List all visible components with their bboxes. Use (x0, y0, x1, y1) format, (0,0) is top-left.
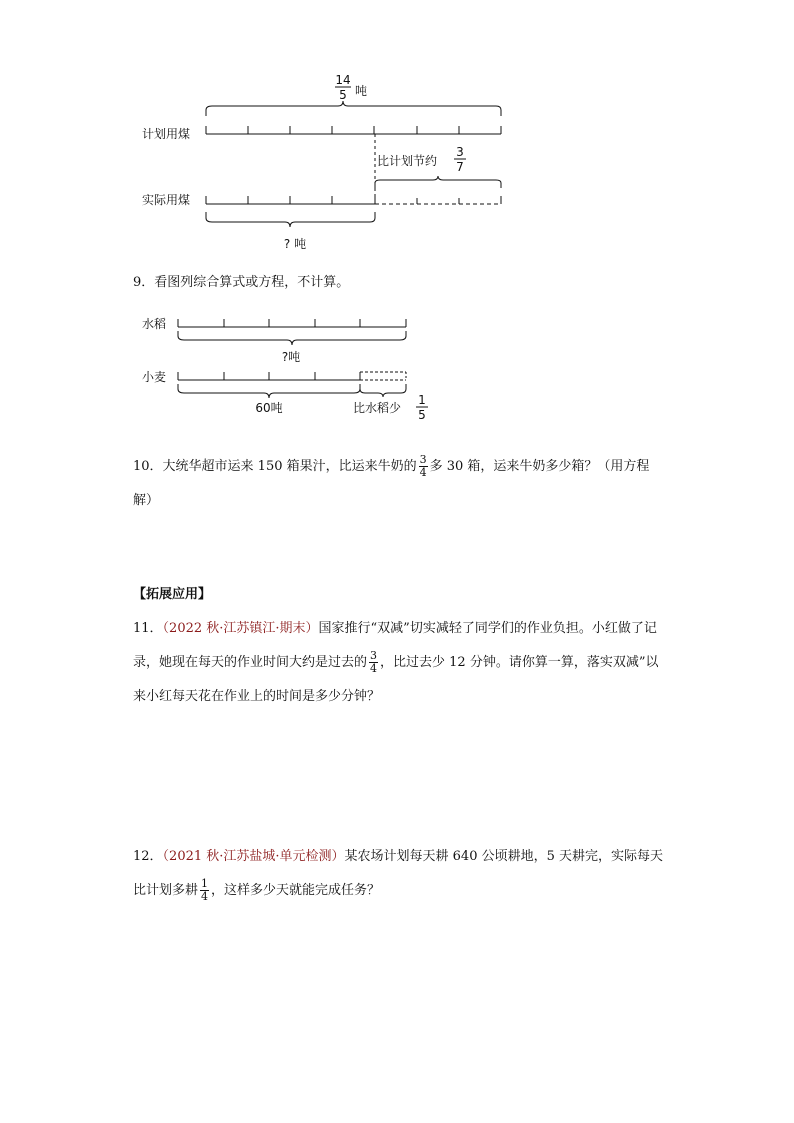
question-10-fraction (419, 454, 428, 479)
coal-actual-label: 实际用煤 (142, 193, 191, 207)
wheat-less-denominator: 5 (418, 408, 426, 422)
question-10-numerator: 3 (419, 453, 427, 466)
question-9: 9．看图列综合算式或方程，不计算。 (133, 275, 350, 290)
question-11-source: （2022 秋·江苏镇江·期末） (162, 621, 319, 636)
wheat-ticks (178, 372, 360, 380)
question-12-numerator: 1 (201, 877, 209, 890)
question-12 (133, 840, 668, 908)
wheat-label: 小麦 (142, 370, 167, 384)
question-10 (133, 450, 668, 518)
wheat-known-label: 60吨 (255, 401, 283, 415)
question-12-source: （2021 秋·江苏盐城·单元检测） (162, 849, 345, 864)
rice-wheat-diagram (138, 308, 448, 428)
coal-save-denominator: 7 (456, 160, 464, 174)
section-heading: 【拓展应用】 (133, 587, 212, 602)
question-11-fraction (369, 650, 378, 675)
coal-actual-dashed-ticks (417, 196, 501, 204)
coal-total-brace (206, 101, 501, 116)
coal-save-label: 比计划节约 (377, 154, 438, 168)
rice-ticks (178, 319, 406, 327)
question-11 (133, 612, 668, 714)
question-11-denominator: 4 (370, 662, 378, 675)
question-12-fraction (200, 878, 209, 903)
wheat-less-brace (360, 384, 406, 397)
rice-question-brace (178, 331, 406, 345)
question-12-denominator: 4 (201, 890, 209, 903)
coal-question-brace (206, 212, 375, 227)
question-12-text-post: ，这样多少天就能完成任务？ (211, 883, 381, 898)
question-11-numerator: 3 (370, 649, 378, 662)
question-12-text-pre: 某农场计划每天耕 640 公顷耕地，5 天耕完，实际每天比计划多耕 (133, 849, 664, 898)
coal-plan-label: 计划用煤 (142, 127, 191, 141)
question-10-denominator: 4 (419, 466, 427, 479)
question-11-number: 11． (133, 621, 163, 636)
wheat-less-label: 比水稻少 (353, 401, 402, 415)
coal-save-brace (375, 176, 501, 188)
coal-diagram (130, 70, 530, 260)
wheat-less-numerator: 1 (418, 393, 426, 407)
coal-diagram-svg (130, 70, 530, 260)
rice-label: 水稻 (142, 317, 167, 331)
question-11-text-post: ，比过去少 12 分钟。请你算一算，落实双减”以来小红每天花在作业上的时间是多少分钟？ (133, 655, 659, 704)
question-10-text-pre: 10．大统华超市运来 150 箱果汁，比运来牛奶的 (133, 459, 417, 474)
coal-plan-ticks (206, 126, 501, 134)
question-12-number: 12． (133, 849, 163, 864)
rice-wheat-diagram-svg (138, 308, 448, 428)
question-10-text-post: 多 30 箱，运来牛奶多少箱？（用方程解） (133, 459, 650, 508)
coal-save-numerator: 3 (456, 145, 464, 159)
coal-actual-ticks (206, 196, 375, 204)
rice-question-label: ?吨 (281, 350, 301, 364)
wheat-known-brace (178, 384, 360, 398)
question-11-text-pre: 国家推行“双减”切实减轻了同学们的作业负担。小红做了记录，她现在每天的作业时间大约是过去的 (133, 621, 657, 670)
coal-total-denominator: 5 (339, 88, 347, 102)
coal-question-label: ? 吨 (283, 237, 307, 251)
coal-total-unit: 吨 (355, 84, 368, 98)
coal-total-numerator: 14 (335, 73, 351, 87)
